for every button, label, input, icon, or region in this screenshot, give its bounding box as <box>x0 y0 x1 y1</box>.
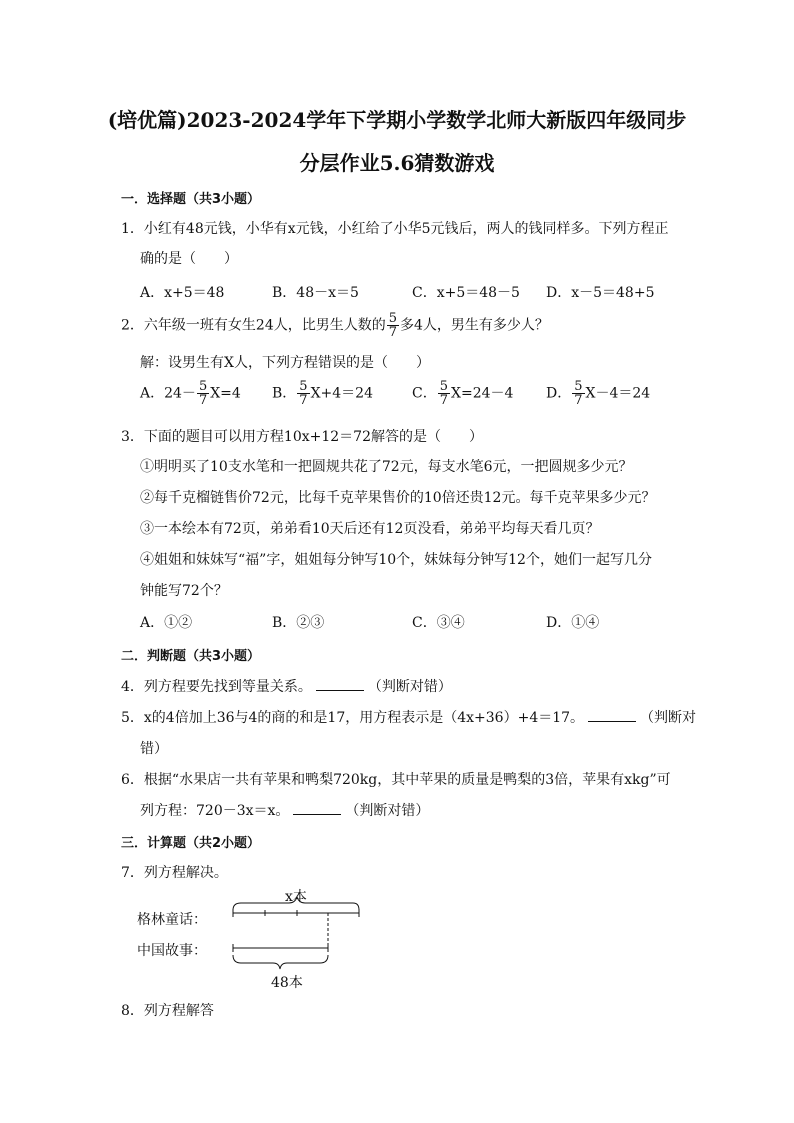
section-choice-heading: 一．选择题（共3小题） <box>121 192 261 207</box>
q1-option-c: C．x+5＝48－5 <box>412 285 520 301</box>
q3-option-d: D．①④ <box>546 615 600 631</box>
diagram-row2-label: 中国故事： <box>137 943 207 959</box>
q4-answer-blank[interactable] <box>316 678 364 691</box>
q3-item1: ①明明买了10支水笔和一把圆规共花了72元，每支水笔6元，一把圆规多少元？ <box>140 459 633 475</box>
q6-answer-blank[interactable] <box>293 802 341 815</box>
q3-option-a: A．①② <box>140 615 193 631</box>
q5-line1: 5．x的4倍加上36与4的商的和是17，用方程表示是（4x+36）+4＝17。 （判断对 <box>121 710 697 726</box>
q2-option-d: D． $\frac{5}{7}$ X－4＝24 <box>546 379 651 408</box>
q4-line: 4．列方程要先找到等量关系。 （判断对错） <box>121 679 452 695</box>
q1-option-a: A．x+5＝48 <box>140 285 225 301</box>
q2-line1 <box>121 312 549 339</box>
q2-option-c: C． $\frac{5}{7}$ X=24－4 <box>412 379 514 408</box>
q8-line: 8．列方程解答 <box>121 1003 214 1019</box>
q3-item3: ③一本绘本有72页，弟弟看10天后还有12页没看，弟弟平均每天看几页？ <box>140 521 600 537</box>
q2-line2: 解：设男生有X人，下列方程错误的是（ ） <box>140 355 430 371</box>
q6-line1: 6．根据“水果店一共有苹果和鸭梨720kg，其中苹果的质量是鸭梨的3倍，苹果有xkg”可 <box>121 772 671 788</box>
q5-answer-blank[interactable] <box>588 709 636 722</box>
doc-title-line1: (培优篇)2023-2024学年下学期小学数学北师大新版四年级同步 <box>107 108 687 132</box>
section-judge-heading: 二．判断题（共3小题） <box>121 649 261 664</box>
q2-line1-pre: 2．六年级一班有女生24人，比男生人数的 <box>121 317 386 334</box>
q2-fraction: $\frac{5}{7}$ <box>388 311 398 340</box>
diagram-row1-label: 格林童话： <box>137 912 207 928</box>
q7-line: 7．列方程解决。 <box>121 865 228 881</box>
q2-option-b: B． $\frac{5}{7}$ X+4＝24 <box>272 379 373 408</box>
q3-line1: 3．下面的题目可以用方程10x+12＝72解答的是（ ） <box>121 429 483 445</box>
q3-item2: ②每千克榴链售价72元，比每千克苹果售价的10倍还贵12元。每千克苹果多少元？ <box>140 490 656 506</box>
q1-line2: 确的是（ ） <box>140 251 238 267</box>
doc-title-line2: 分层作业5.6猜数游戏 <box>299 151 495 175</box>
q3-item4-line2: 钟能写72个？ <box>140 583 228 599</box>
q1-line1: 1．小红有48元钱，小华有x元钱，小红给了小华5元钱后，两人的钱同样多。下列方程正 <box>121 221 669 237</box>
q5-line2: 错） <box>140 741 168 757</box>
q3-option-c: C．③④ <box>412 615 465 631</box>
q3-item4-line1: ④姐姐和妹妹写“福”字，姐姐每分钟写10个，妹妹每分钟写12个，她们一起写几分 <box>140 552 652 568</box>
q6-line2: 列方程：720－3x＝x。 （判断对错） <box>140 803 430 819</box>
section-calc-heading: 三．计算题（共2小题） <box>121 836 261 851</box>
diagram-top-label: x本 <box>285 889 307 905</box>
q2-option-a: A．24－ $\frac{5}{7}$ X=4 <box>140 379 241 408</box>
q1-option-d: D．x－5＝48+5 <box>546 285 655 301</box>
q3-option-b: B．②③ <box>272 615 325 631</box>
q1-option-b: B．48－x＝5 <box>272 285 359 301</box>
diagram-bottom-label: 48本 <box>271 975 303 991</box>
q2-line1-post: 多4人，男生有多少人？ <box>400 317 549 334</box>
q7-line-diagram <box>137 883 377 993</box>
diagram-lines <box>137 883 377 993</box>
